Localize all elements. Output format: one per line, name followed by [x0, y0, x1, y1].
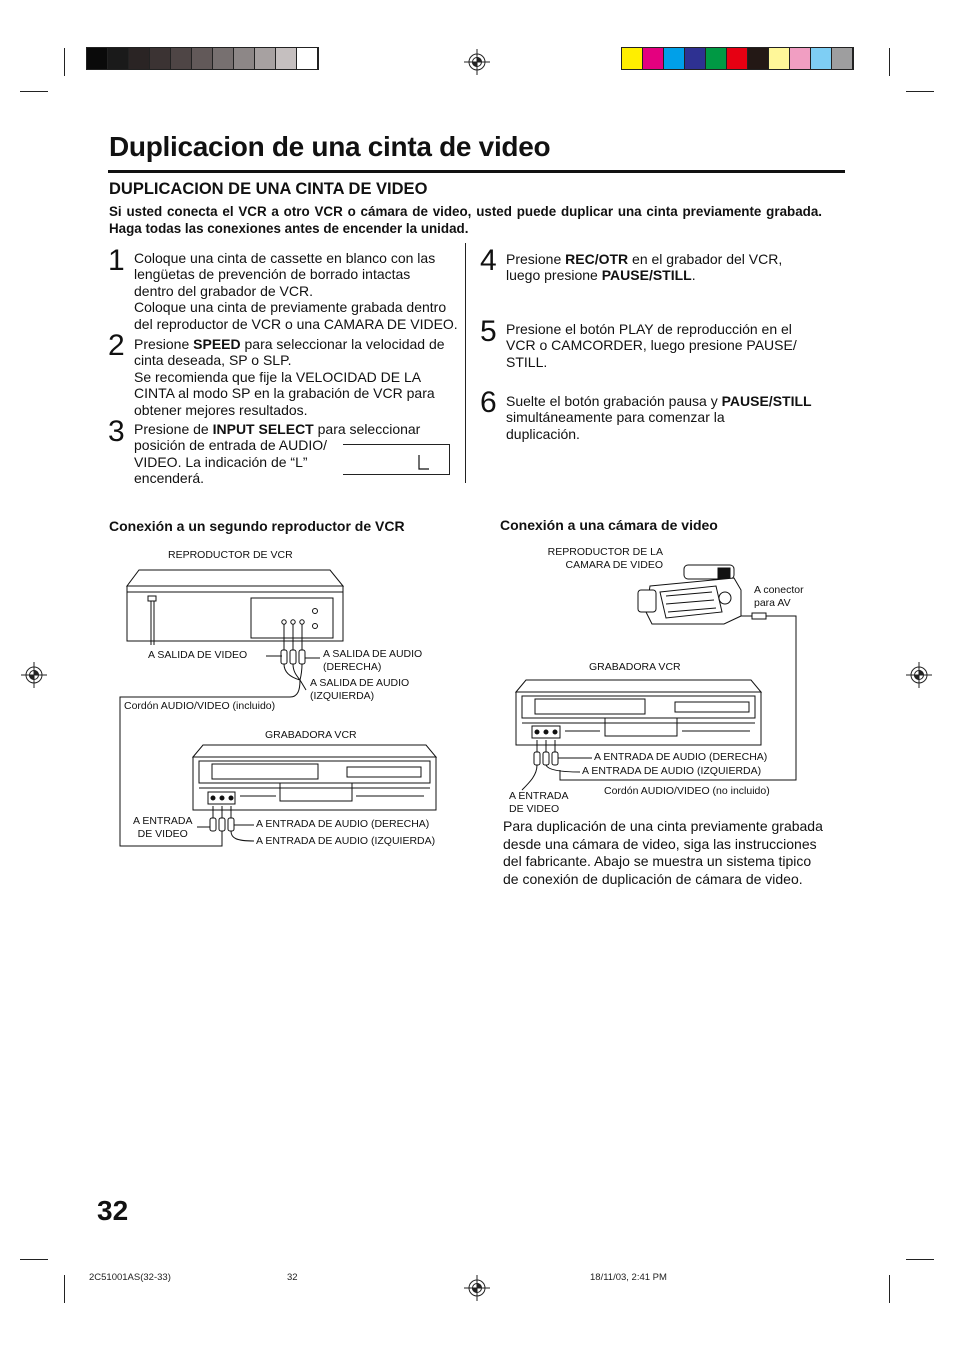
recorder-vcr-label: GRABADORA VCR [265, 729, 357, 741]
player-vcr-label: REPRODUCTOR DE VCR [168, 549, 293, 561]
step-3-text: Presione de INPUT SELECT para seleccionar posición de entrada de AUDIO/ VIDEO. La indicación de “L” encenderá. [134, 421, 421, 487]
audio-out-left-label: A SALIDA DE AUDIO (IZQUIERDA) [310, 677, 410, 702]
not-included-cable-label: Cordón AUDIO/VIDEO (no incluido) [604, 785, 770, 797]
video-in-label: A ENTRADA DE VIDEO [133, 815, 193, 840]
left-diagram-heading: Conexión a un segundo reproductor de VCR [109, 518, 405, 534]
step-number: 3 [108, 415, 125, 448]
right-diagram-heading: Conexión a una cámara de video [500, 517, 718, 533]
page-title: Duplicacion de una cinta de video [109, 131, 551, 162]
recorder-vcr-label-right: GRABADORA VCR [589, 661, 681, 673]
camcorder-label: REPRODUCTOR DE LA CAMARA DE VIDEO [547, 546, 663, 571]
audio-in-left-label-right: A ENTRADA DE AUDIO (IZQUIERDA) [582, 765, 762, 777]
camcorder-icon [638, 565, 741, 624]
recorder-vcr-icon-right [516, 680, 761, 745]
step-number: 4 [480, 244, 497, 277]
audio-in-right-label-right: A ENTRADA DE AUDIO (DERECHA) [594, 751, 768, 763]
step-number: 6 [480, 386, 497, 419]
intro-paragraph: Si usted conecta el VCR a otro VCR o cámara de video, usted puede duplicar una cinta previamente grabada. Haga todas las conexiones antes de encender la unidad. [109, 204, 822, 236]
page-number: 32 [97, 1195, 129, 1226]
section-subtitle: DUPLICACION DE UNA CINTA DE VIDEO [109, 180, 428, 198]
footer-date: 18/11/03, 2:41 PM [590, 1272, 667, 1283]
camcorder-paragraph: Para duplicación de una cinta previamente grabada desde una cámara de video, siga las instrucciones del fabricante. Abajo se muestra un sistema tipico de conexión de duplicación de cámara de video. [503, 818, 823, 887]
step-number: 2 [108, 329, 125, 362]
footer-code: 2C51001AS(32-33) [89, 1272, 171, 1283]
step-6-text: Suelte el botón grabación pausa y PAUSE/STILL simultáneamente para comenzar la duplicación. [506, 393, 812, 442]
video-out-label: A SALIDA DE VIDEO [148, 649, 248, 661]
step-4-text: Presione REC/OTR en el grabador del VCR, luego presione PAUSE/STILL. [506, 251, 783, 284]
audio-in-right-label: A ENTRADA DE AUDIO (DERECHA) [256, 818, 430, 830]
step-1-text: Coloque una cinta de cassette en blanco con las lengüetas de prevención de borrado intactas dentro del grabador de VCR. Coloque una cinta de previamente grabada dentro del reproductor de VCR o una CAMARA DE VIDEO. [134, 250, 458, 332]
step-number: 5 [480, 315, 497, 348]
footer-page: 32 [287, 1272, 298, 1283]
audio-out-right-label: A SALIDA DE AUDIO (DERECHA) [323, 648, 423, 673]
audio-in-left-label: A ENTRADA DE AUDIO (IZQUIERDA) [256, 835, 436, 847]
step-number: 1 [108, 244, 125, 277]
step-2-text: Presione SPEED para seleccionar la velocidad de cinta deseada, SP o SLP. Se recomienda que fije la VELOCIDAD DE LA CINTA al modo SP en la grabación de VCR para obtener mejores resultados. [134, 336, 445, 418]
step-5-text: Presione el botón PLAY de reproducción en el VCR o CAMCORDER, luego presione PAUSE/ STILL. [506, 321, 797, 370]
included-cable-label: Cordón AUDIO/VIDEO (incluido) [124, 700, 276, 712]
video-in-label-right: A ENTRADA DE VIDEO [509, 790, 569, 815]
av-connector-label: A conector para AV [754, 584, 804, 609]
